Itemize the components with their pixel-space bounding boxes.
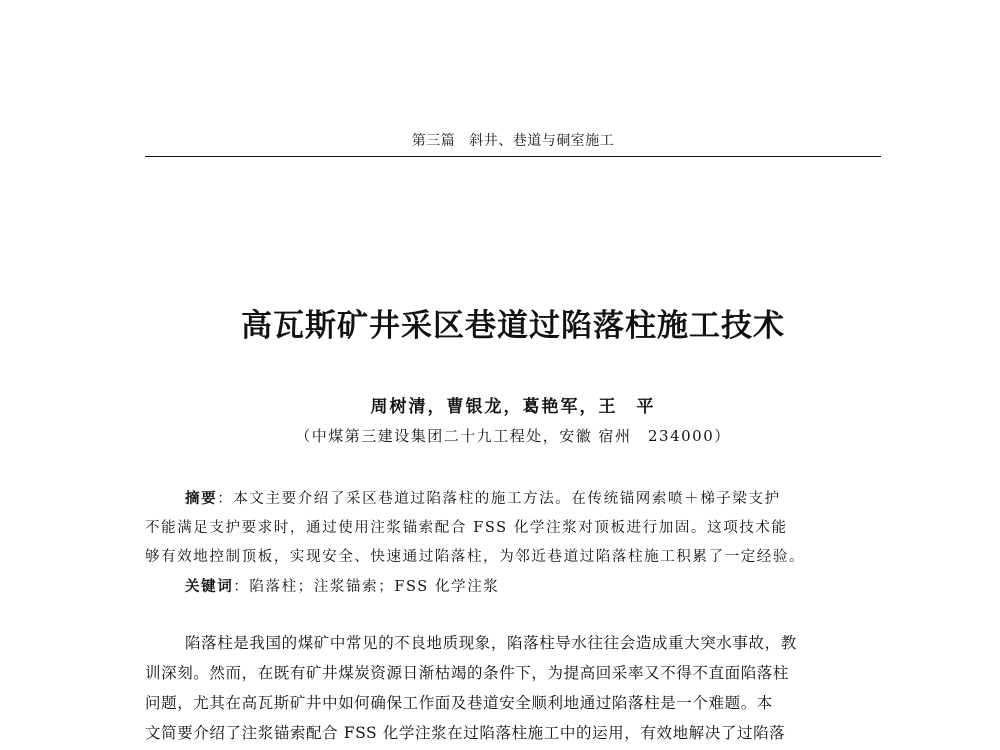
header-rule bbox=[145, 156, 881, 157]
part-label: 第三篇 bbox=[411, 133, 456, 149]
keywords-separator: ： bbox=[233, 579, 250, 595]
keywords-label: 关键词 bbox=[185, 579, 234, 595]
keywords-text: 陷落柱；注浆锚索；FSS 化学注浆 bbox=[249, 579, 500, 595]
paper-title: 高瓦斯矿井采区巷道过陷落柱施工技术 bbox=[241, 308, 785, 344]
abstract-separator: ： bbox=[217, 491, 234, 507]
body-line: 文简要介绍了注浆锚索配合 FSS 化学注浆在过陷落柱施工中的运用，有效地解决了过陷落 bbox=[145, 724, 786, 742]
abstract bbox=[145, 485, 881, 572]
running-header bbox=[145, 130, 881, 156]
body-line: 问题，尤其在高瓦斯矿井中如何确保工作面及巷道安全顺利地通过陷落柱是一个难题。本 bbox=[145, 694, 773, 712]
body-line: 陷落柱是我国的煤矿中常见的不良地质现象，陷落柱导水往往会造成重大突水事故，教 bbox=[185, 634, 797, 652]
body-paragraph bbox=[145, 628, 881, 748]
running-header-text bbox=[145, 130, 881, 150]
section-label: 斜井、巷道与硐室施工 bbox=[469, 133, 615, 149]
abstract-line bbox=[145, 485, 881, 514]
abstract-label: 摘要 bbox=[185, 491, 218, 507]
abstract-line: 不能满足支护要求时，通过使用注浆锚索配合 FSS 化学注浆对顶板进行加固。这项技术能 bbox=[145, 520, 788, 536]
body-line: 训深刻。然而，在既有矿井煤炭资源日渐枯竭的条件下，为提高回采率又不得不直面陷落柱 bbox=[145, 664, 790, 682]
abstract-line: 够有效地控制顶板，实现安全、快速通过陷落柱，为邻近巷道过陷落柱施工积累了一定经验。 bbox=[145, 549, 806, 565]
paper-authors: 周树清，曹银龙，葛艳军，王 平 bbox=[370, 397, 656, 417]
abstract-text: 本文主要介绍了采区巷道过陷落柱的施工方法。在传统锚网索喷＋梯子梁支护 bbox=[233, 491, 781, 507]
keywords bbox=[185, 575, 499, 596]
paper-affiliation: （中煤第三建设集团二十九工程处，安徽 宿州 234000） bbox=[295, 427, 731, 445]
